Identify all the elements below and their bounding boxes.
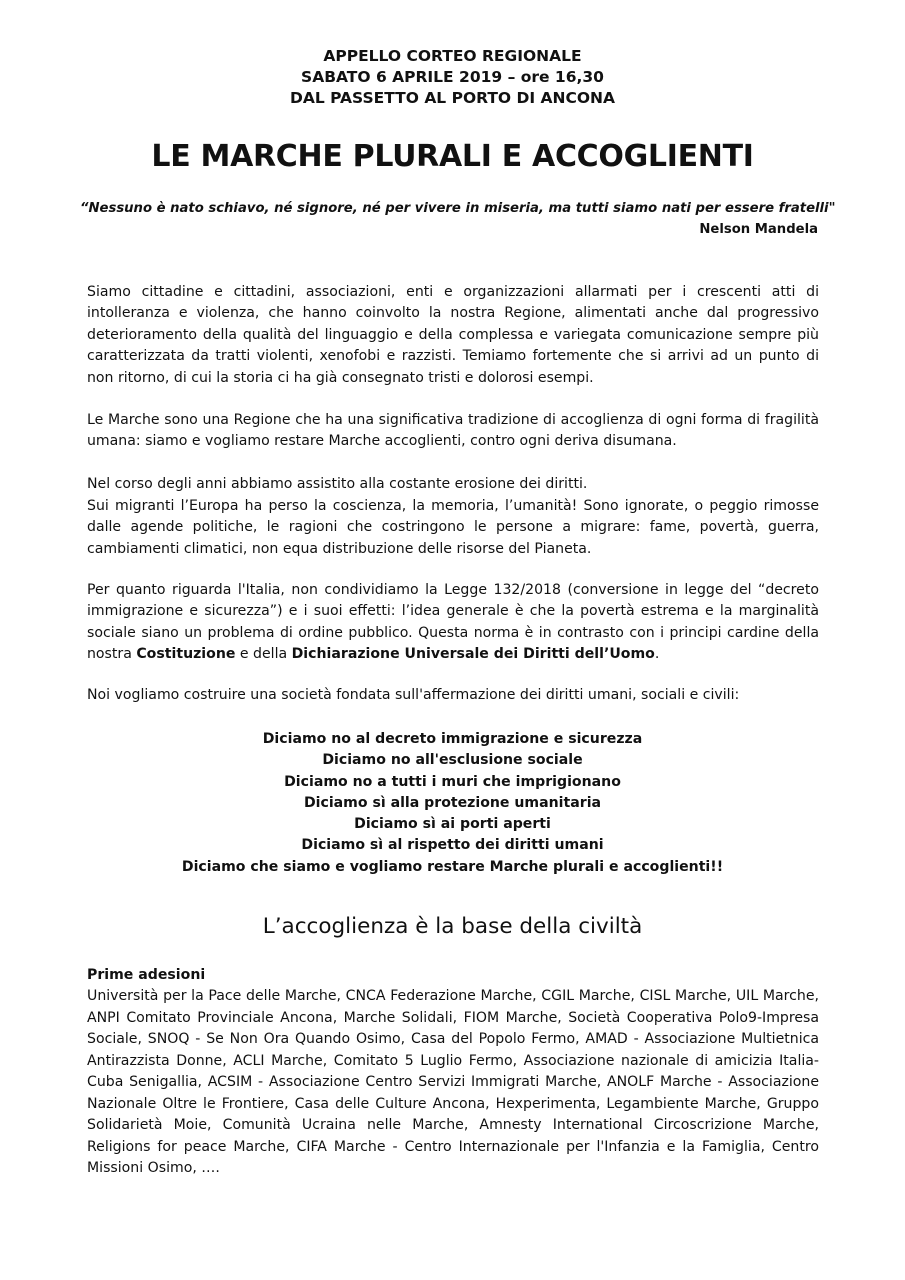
header-line-1: APPELLO CORTEO REGIONALE [323, 47, 582, 65]
paragraph-2: Le Marche sono una Regione che ha una significativa tradizione di accoglienza di ogni forma di fragilità umana: siamo e vogliamo restare Marche accoglienti, contro ogni deriva disumana. [87, 412, 819, 450]
adhesions-list: Università per la Pace delle Marche, CNCA Federazione Marche, CGIL Marche, CISL Marche, UIL Marche, ANPI Comitato Provinciale Ancona, Marche Solidali, FIOM Marche, Società Cooperativa Polo9-Impresa Sociale, SNOQ - Se Non Ora Quando Osimo, Casa del Popolo Fermo, AMAD - Associazione Multietnica Antirazzista Donne, ACLI Marche, Comitato 5 Luglio Fermo, Associazione nazionale di amicizia Italia-Cuba Senigallia, ACSIM - Associazione Centro Servizi Immigrati Marche, ANOLF Marche - Associazione Nazionale Oltre le Frontiere, Casa delle Culture Ancona, Hexperimenta, Legambiente Marche, Gruppo Solidarietà Moie, Comunità Ucraina nelle Marche, Amnesty International Circoscrizione Marche, Religions for peace Marche, CIFA Marche - Centro Internazionale per l'Infanzia e la Famiglia, Centro Missioni Osimo, …. [87, 988, 819, 1176]
paragraph-3-line-2: Sui migranti l’Europa ha perso la coscienza, la memoria, l’umanità! Sono ignorate, o peggio rimosse dalle agende politiche, le ragioni che costringono le persone a migrare: fame, povertà, guerra, cambiamenti climatici, non equa distribuzione delle risorse del Pianeta. [87, 498, 819, 557]
slogan-item: Diciamo sì ai porti aperti [354, 816, 551, 833]
header-line-2: SABATO 6 APRILE 2019 – ore 16,30 [301, 68, 604, 86]
slogan-item: Diciamo no a tutti i muri che imprigionano [284, 773, 621, 790]
paragraph-3-line-1: Nel corso degli anni abbiamo assistito alla costante erosione dei diritti. [87, 476, 588, 492]
paragraph-4-text-mid: e della [235, 646, 292, 663]
quote-author: Nelson Mandela [699, 222, 818, 237]
paragraph-4-constitution: Costituzione [136, 646, 236, 663]
page-title: LE MARCHE PLURALI E ACCOGLIENTI [151, 139, 754, 174]
paragraph-4 [87, 580, 819, 666]
adhesions-heading: Prime adesioni [87, 967, 206, 983]
slogan-item: Diciamo sì alla protezione umanitaria [303, 794, 602, 811]
section-subtitle: L’accoglienza è la base della civiltà [262, 914, 643, 939]
paragraph-4-text-start: Per quanto riguarda l'Italia, non condividiamo la Legge 132/2018 (conversione in legge del “decreto immigrazione e sicurezza”) e i suoi effetti: l’idea generale è che la povertà estrema e la marginalità sociale siano un problema di ordine pubblico. Questa norma è in contrasto con i principi cardine della nostra [87, 582, 819, 663]
paragraph-1: Siamo cittadine e cittadini, associazioni, enti e organizzazioni allarmati per i crescenti atti di intolleranza e violenza, che hanno coinvolto la nostra Regione, alimentati anche dal progressivo deterioramento della qualità del linguaggio e della complessa e variegata comunicazione sempre più caratterizzata da tratti violenti, xenofobi e razzisti. Temiamo fortemente che si arrivi ad un punto di non ritorno, di cui la storia ci ha già consegnato tristi e dolorosi esempi. [87, 284, 819, 386]
quote-block [80, 198, 836, 240]
slogan-item: Diciamo che siamo e vogliamo restare Marche plurali e accoglienti!! [181, 858, 724, 875]
slogan-item: Diciamo no al decreto immigrazione e sicurezza [262, 731, 643, 747]
slogan-item: Diciamo no all'esclusione sociale [322, 752, 583, 769]
paragraph-4-declaration: Dichiarazione Universale dei Diritti dell’Uomo [291, 646, 655, 663]
paragraph-5: Noi vogliamo costruire una società fondata sull'affermazione dei diritti umani, sociali e civili: [87, 687, 740, 703]
header-line-3: DAL PASSETTO AL PORTO DI ANCONA [289, 89, 616, 107]
quote-text: “Nessuno è nato schiavo, né signore, né per vivere in miseria, ma tutti siamo nati per essere fratelli" [80, 201, 836, 216]
slogan-list [0, 729, 905, 878]
paragraph-4-text-end: . [654, 646, 660, 663]
event-header [0, 46, 905, 109]
slogan-item: Diciamo sì al rispetto dei diritti umani [301, 837, 604, 854]
